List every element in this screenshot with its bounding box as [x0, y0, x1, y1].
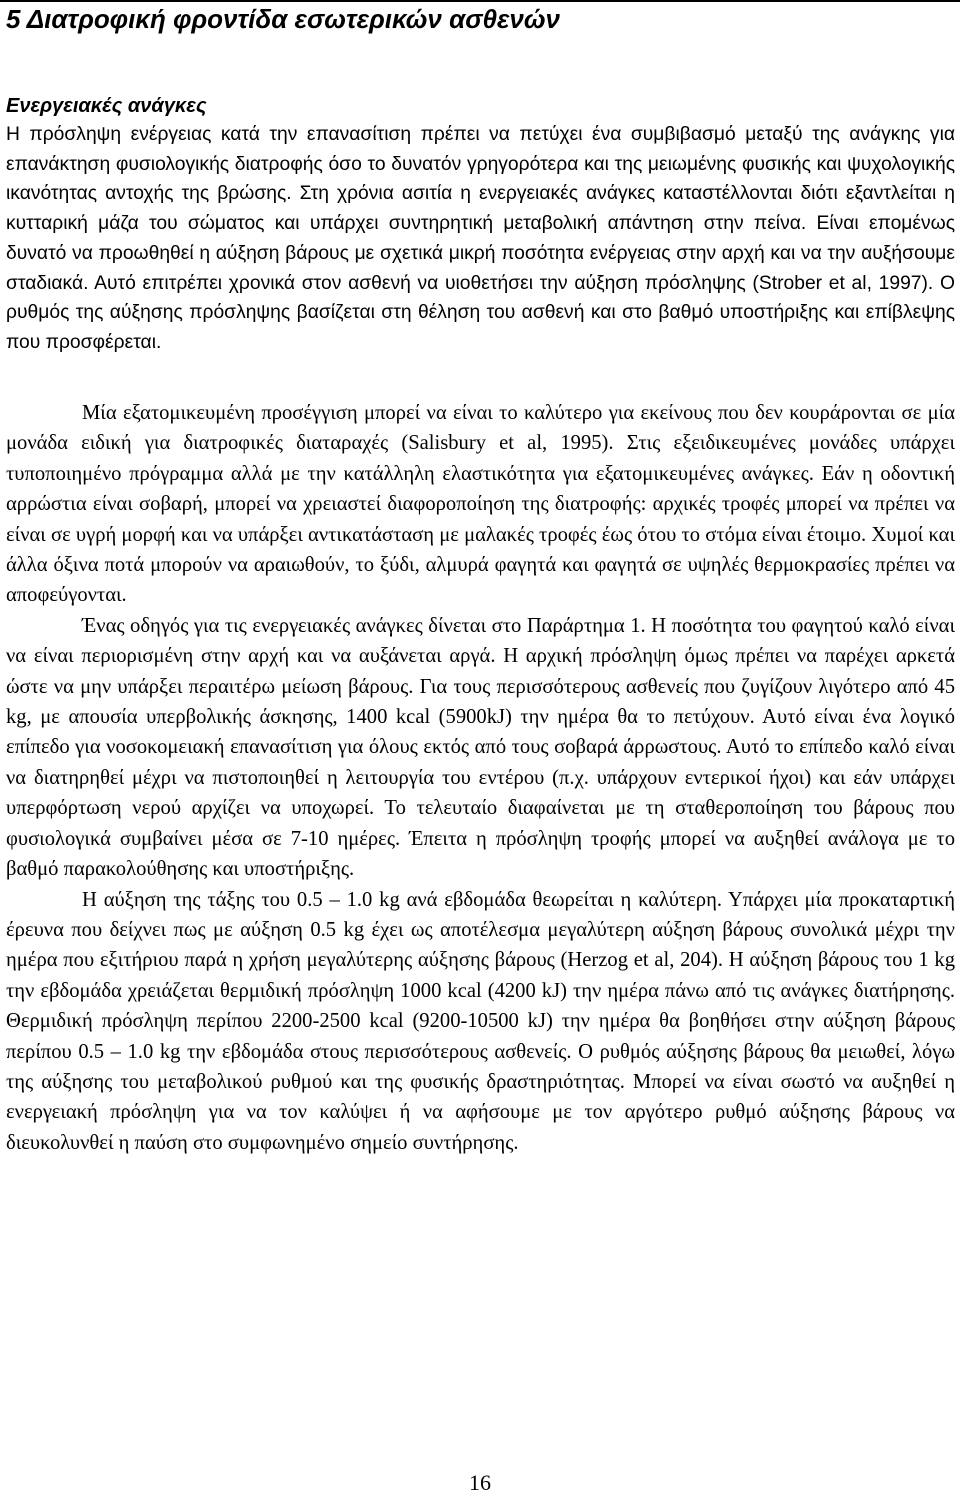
paragraph-intro: Η πρόσληψη ενέργειας κατά την επανασίτιση πρέπει να πετύχει ένα συμβιβασμό μεταξύ της ανάγκης για επανάκτηση φυσιολογικής διατροφής όσο το δυνατόν γρηγορότερα και της μειωμένης φυσικής και ψυχολογικής ικανότητας αντοχής της βρώσης. Στη χρόνια ασιτία η ενεργειακές ανάγκες καταστέλλονται διότι εξαντλείται η κυτταρική μάζα του σώματος και υπάρχει συντηρητική μεταβολική απάντηση στην πείνα. Είναι επομένως δυνατό να προωθηθεί η αύξηση βάρους με σχετικά μικρή ποσότητα ενέργειας στην αρχή και να την αυξήσουμε σταδιακά. Αυτό επιτρέπει χρονικά στον ασθενή να υιοθετήσει την αύξηση πρόσληψης (Strober et al, 1997). Ο ρυθμός της αύξησης πρόσληψης βασίζεται στη θέληση του ασθενή και στο βαθμό υποστήριξης και επίβλεψης που προσφέρεται. [6, 124, 955, 353]
paragraph-weight-gain: Η αύξηση της τάξης του 0.5 – 1.0 kg ανά εβδομάδα θεωρείται η καλύτερη. Υπάρχει μία προκαταρτική έρευνα που δείχνει πως με αύξηση 0.5 kg έχει ως αποτέλεσμα μεγαλύτερη αύξηση βάρους συνολικά μέχρι την ημέρα που εξιτήριου παρά η χρήση μεγαλύτερης αύξησης βάρους (Herzog et al, 204). Η αύξηση βάρους του 1 kg την εβδομάδα χρειάζεται θερμιδική πρόσληψη 1000 kcal (4200 kJ) την ημέρα πάνω από τις ανάγκες διατήρησης. Θερμιδική πρόσληψη περίπου 2200-2500 kcal (9200-10500 kJ) την ημέρα θα βοηθήσει στην αύξηση βάρους περίπου 0.5 – 1.0 kg την εβδομάδα στους περισσότερους ασθενείς. Ο ρυθμός αύξησης βάρους θα μειωθεί, λόγω της αύξησης του μεταβολικού ρυθμού και της φυσικής δραστηριότητας. Μπορεί να είναι σωστό να αυξηθεί η ενεργειακή πρόσληψη για να τον καλύψει ή να αφήσουμε με τον αργότερο ρυθμό αύξησης βάρους να διευκολυνθεί η παύση στο συμφωνημένο σημείο συντήρησης. [6, 888, 955, 1154]
page-number: 16 [469, 1470, 491, 1495]
body-text [6, 398, 955, 1158]
paragraph-individualized-approach: Μία εξατομικευμένη προσέγγιση μπορεί να είναι το καλύτερο για εκείνους που δεν κουράρονται σε μία μονάδα ειδική για διατροφικές διαταραχές (Salisbury et al, 1995). Στις εξειδικευμένες μονάδες υπάρχει τυποποιημένο πρόγραμμα αλλά με την κατάλληλη ελαστικότητα για εξατομικευμένες ανάγκες. Εάν η οδοντική αρρώστια είναι σοβαρή, μπορεί να χρειαστεί διαφοροποίηση της διατροφής: αρχικές τροφές μπορεί να πρέπει να είναι σε υγρή μορφή και να υπάρξει αντικατάσταση με μαλακές τροφές έως ότου το στόμα είναι έτοιμο. Χυμοί και άλλα όξινα ποτά μπορούν να αραιωθούν, το ξύδι, αλμυρά φαγητά και φαγητά σε υψηλές θερμοκρασίες πρέπει να αποφεύγονται. [6, 402, 955, 607]
section-heading: Ενεργειακές ανάγκες [6, 95, 207, 117]
chapter-title: 5 Διατροφική φροντίδα εσωτερικών ασθενών [6, 4, 561, 34]
paragraph-energy-guide: Ένας οδηγός για τις ενεργειακές ανάγκες δίνεται στο Παράρτημα 1. Η ποσότητα του φαγητού καλό είναι να είναι περιορισμένη στην αρχή και να αυξάνεται αργά. Η αρχική πρόσληψη όμως πρέπει να παρέχει αρκετά ώστε να μην υπάρξει περαιτέρω μείωση βάρους. Για τους περισσότερους ασθενείς που ζυγίζουν λιγότερο από 45 kg, με απουσία υπερβολικής άσκησης, 1400 kcal (5900kJ) την ημέρα θα το πετύχουν. Αυτό είναι ένα λογικό επίπεδο για νοσοκομειακή επανασίτιση για όλους εκτός από τους σοβαρά άρρωστους. Αυτό το επίπεδο καλό είναι να διατηρηθεί μέχρι να πιστοποιηθεί η λειτουργία του εντέρου (π.χ. υπάρχουν εντερικοί ήχοι) και εάν υπάρχει υπερφόρτωση νερού αρχίζει να υποχωρεί. Το τελευταίο διαφαίνεται με τη σταθεροποίηση του βάρους που φυσιολογικά συμβαίνει μέσα σε 7-10 ημέρες. Έπειτα η πρόσληψη τροφής μπορεί να αυξηθεί ανάλογα με το βαθμό παρακολούθησης και υποστήριξης. [6, 614, 955, 881]
